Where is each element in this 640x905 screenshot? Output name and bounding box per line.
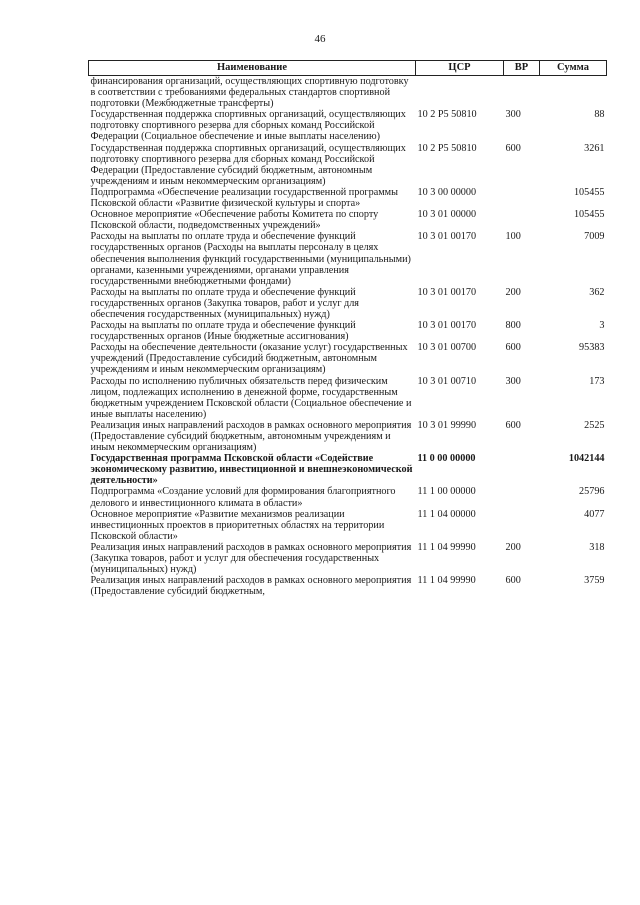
cell-name: финансирования организаций, осуществляющих спортивную подготовку в соответствии с требованиями федеральных стандартов спортивной подготовки (Межбюджетные трансферты) <box>90 76 409 110</box>
cell-csr: 10 3 01 99990 <box>417 419 477 431</box>
cell-csr: 11 1 04 99990 <box>417 575 476 587</box>
table-row <box>89 231 607 286</box>
cell-vr: 100 <box>505 231 521 243</box>
cell-sum: 25796 <box>579 486 605 498</box>
cell-vr <box>504 209 540 231</box>
cell-sum: 2525 <box>584 419 605 431</box>
cell-sum: 105455 <box>573 186 605 198</box>
header-csr: ЦСР <box>416 61 504 76</box>
cell-name: Основное мероприятие «Развитие механизмов реализации инвестиционных проектов в приоритетных областях на территории Псковской области» <box>90 508 385 542</box>
cell-sum: 3 <box>599 320 605 332</box>
table-row <box>89 287 607 320</box>
table-row <box>89 376 607 420</box>
header-sum: Сумма <box>540 61 607 76</box>
cell-sum: 7009 <box>584 231 605 243</box>
cell-sum: 4077 <box>584 508 605 520</box>
cell-csr: 10 3 00 00000 <box>417 186 477 198</box>
cell-vr: 600 <box>505 142 521 154</box>
cell-csr: 11 1 00 00000 <box>417 486 476 498</box>
cell-sum <box>540 76 607 110</box>
cell-sum: 1042144 <box>568 453 605 465</box>
cell-name: Расходы на выплаты по оплате труда и обеспечение функций государственных органов (Расходы на выплаты персоналу в целях обеспечения выполнения функций государственными (муниципальными) органами, казенными учреждениями, органами управления государственными внебюджетными фондами) <box>90 231 411 287</box>
table-row <box>89 575 607 597</box>
cell-vr <box>504 453 540 486</box>
page-number: 46 <box>314 33 326 45</box>
cell-name: Расходы на выплаты по оплате труда и обеспечение функций государственных органов (Иные бюджетные ассигнования) <box>90 320 356 343</box>
cell-vr: 200 <box>505 541 521 553</box>
cell-name: Подпрограмма «Создание условий для формирования благоприятного делового и инвестиционного климата в области» <box>90 486 396 509</box>
cell-name: Государственная поддержка спортивных организаций, осуществляющих подготовку спортивного резерва для сборных команд Российской Федерации (Социальное обеспечение и иные выплаты населению) <box>90 109 406 143</box>
cell-name: Реализация иных направлений расходов в рамках основного мероприятия (Предоставление субсидий бюджетным, автономным учреждениям и иным некоммерческим организациям) <box>90 419 412 454</box>
cell-csr: 10 3 01 00170 <box>417 231 477 243</box>
header-vr: ВР <box>504 61 540 76</box>
cell-csr: 10 3 01 00710 <box>417 375 477 387</box>
cell-vr <box>504 509 540 542</box>
cell-name: Реализация иных направлений расходов в рамках основного мероприятия (Предоставление субсидий бюджетным, <box>90 575 412 598</box>
cell-name: Подпрограмма «Обеспечение реализации государственной программы Псковской области «Развитие физической культуры и спорта» <box>90 186 398 210</box>
cell-sum: 362 <box>589 286 605 298</box>
cell-csr: 11 0 00 00000 <box>417 453 476 465</box>
cell-csr: 10 3 01 00170 <box>417 320 477 332</box>
cell-sum: 105455 <box>573 209 605 221</box>
cell-name: Реализация иных направлений расходов в рамках основного мероприятия (Закупка товаров, работ и услуг для обеспечения государственных (муниципальных) нужд) <box>90 541 412 576</box>
table-row <box>89 320 607 342</box>
table-row <box>89 342 607 375</box>
cell-csr <box>416 76 504 110</box>
table-row <box>89 143 607 187</box>
cell-vr: 300 <box>505 109 521 121</box>
table-row <box>89 209 607 231</box>
table-row <box>89 420 607 453</box>
cell-sum: 318 <box>589 541 605 553</box>
header-name: Наименование <box>89 61 416 76</box>
cell-name: Расходы на выплаты по оплате труда и обеспечение функций государственных органов (Закупка товаров, работ и услуг для обеспечения государственных (муниципальных) нужд) <box>90 286 359 320</box>
cell-vr: 600 <box>505 419 521 431</box>
table-row <box>89 109 607 142</box>
cell-csr: 10 3 01 00170 <box>417 286 477 298</box>
cell-csr: 10 2 P5 50810 <box>417 142 477 154</box>
cell-sum: 95383 <box>579 342 605 354</box>
cell-csr: 10 3 01 00000 <box>417 209 477 221</box>
cell-csr: 10 2 P5 50810 <box>417 109 477 121</box>
cell-name: Основное мероприятие «Обеспечение работы Комитета по спорту Псковской области, подведомственных учреждений» <box>90 209 379 232</box>
cell-sum: 88 <box>594 109 605 121</box>
cell-name: Расходы на обеспечение деятельности (оказание услуг) государственных учреждений (Предоставление субсидий бюджетным, автономным учреждениям и иным некоммерческим организациям) <box>90 342 408 376</box>
cell-vr: 600 <box>505 575 521 587</box>
cell-vr: 200 <box>505 286 521 298</box>
cell-vr <box>504 486 540 508</box>
table-row <box>89 486 607 508</box>
cell-name: Государственная поддержка спортивных организаций, осуществляющих подготовку спортивного резерва для сборных команд Российской Федерации (Предоставление субсидий бюджетным, автономным учреждениям и иным некоммерческим организациям) <box>90 142 406 187</box>
cell-sum: 3759 <box>584 575 605 587</box>
budget-table <box>88 60 607 597</box>
table-row <box>89 187 607 209</box>
cell-name: Расходы по исполнению публичных обязательств перед физическим лицом, подлежащих исполнению в денежной форме, государственным бюджетным учреждением Псковской области (Социальное обеспечение и иные выплаты населению) <box>90 375 412 420</box>
table-header-row <box>89 61 607 76</box>
cell-vr: 600 <box>505 342 521 354</box>
cell-vr <box>504 76 540 110</box>
cell-vr <box>504 187 540 209</box>
table-row <box>89 509 607 542</box>
cell-sum: 173 <box>589 375 605 387</box>
cell-csr: 11 1 04 00000 <box>417 508 476 520</box>
cell-vr: 800 <box>505 320 521 332</box>
table-row <box>89 453 607 486</box>
cell-csr: 11 1 04 99990 <box>417 541 476 553</box>
table-row <box>89 542 607 575</box>
cell-vr: 300 <box>505 375 521 387</box>
cell-name: Государственная программа Псковской области «Содействие экономическому развитию, инвестиционной и внешнеэкономической деятельности» <box>90 453 413 487</box>
cell-csr: 10 3 01 00700 <box>417 342 477 354</box>
table-body <box>89 76 607 598</box>
cell-sum: 3261 <box>584 142 605 154</box>
table-row <box>89 76 607 110</box>
